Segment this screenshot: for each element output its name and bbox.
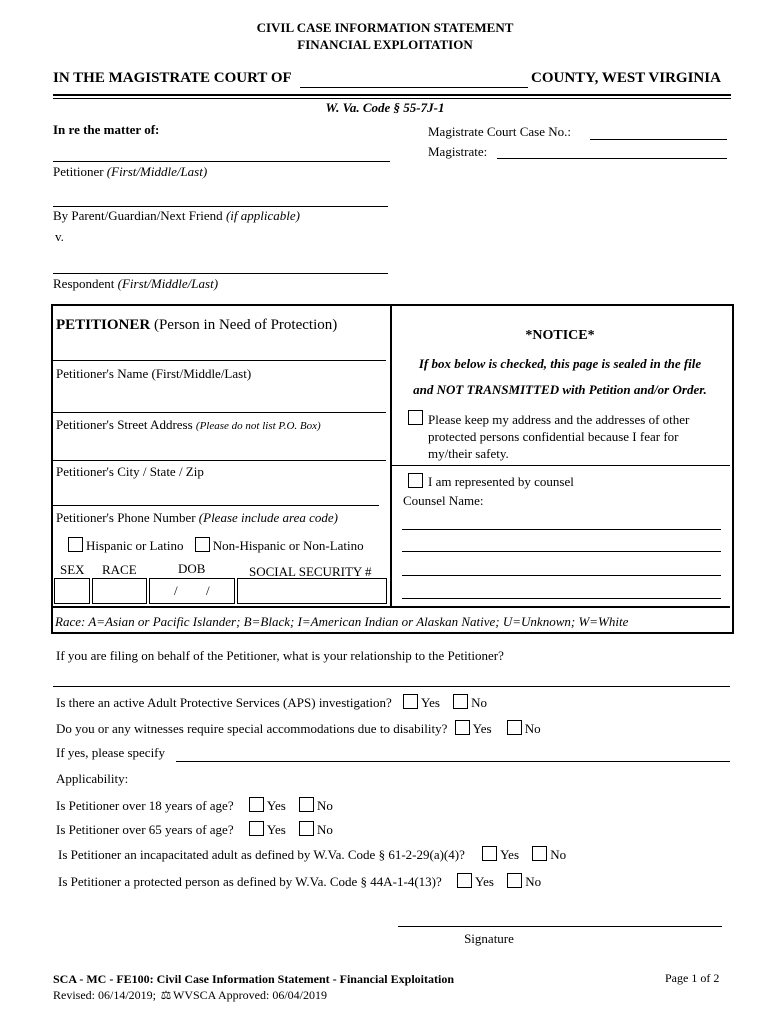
over18-no-checkbox[interactable] (299, 797, 314, 812)
ethnicity-options: Hispanic or Latino Non-Hispanic or Non-Latino (68, 537, 364, 554)
applicability-label: Applicability: (56, 771, 129, 786)
dob-field[interactable] (149, 578, 235, 604)
pet-city-line[interactable] (53, 460, 386, 461)
col-race: RACE (102, 562, 137, 577)
notice-line2: and NOT TRANSMITTED with Petition and/or Order. (413, 382, 707, 397)
col-sex: SEX (60, 562, 85, 577)
over65-question: Is Petitioner over 65 years of age? Yes No (56, 822, 333, 837)
over18-question: Is Petitioner over 18 years of age? Yes No (56, 798, 333, 813)
hispanic-checkbox[interactable] (68, 537, 83, 552)
box-divider (390, 306, 392, 607)
signature-field[interactable] (398, 926, 722, 927)
magistrate-field[interactable] (497, 158, 727, 159)
footer-form-title: SCA - MC - FE100: Civil Case Information Statement - Financial Exploitation (53, 972, 454, 986)
counsel-line-4[interactable] (402, 598, 721, 599)
aps-no-checkbox[interactable] (453, 694, 468, 709)
aps-yes-checkbox[interactable] (403, 694, 418, 709)
incapacitated-question: Is Petitioner an incapacitated adult as defined by W.Va. Code § 61-2-29(a)(4)? Yes No (58, 847, 567, 862)
accommodations-question: Do you or any witnesses require special accommodations due to disability? Yes No (56, 721, 541, 736)
counsel-line-2[interactable] (402, 551, 721, 552)
footer-revised: Revised: 06/14/2019; ⚖ WVSCA Approved: 06/04/2019 (53, 988, 328, 1002)
accom-no-checkbox[interactable] (507, 720, 522, 735)
ssn-field[interactable] (237, 578, 387, 604)
footer-page: Page 1 of 2 (665, 971, 720, 985)
non-hispanic-checkbox[interactable] (195, 537, 210, 552)
pet-address-line[interactable] (53, 412, 386, 413)
respondent-name-field[interactable] (53, 273, 388, 274)
counsel-check-label: I am represented by counsel (428, 474, 574, 489)
specify-label: If yes, please specify (56, 745, 166, 760)
race-key-rule (53, 606, 730, 608)
guardian-label: By Parent/Guardian/Next Friend (if applicable) (53, 208, 300, 223)
notice-title: *NOTICE* (525, 328, 595, 343)
over65-no-checkbox[interactable] (299, 821, 314, 836)
notice-separator (391, 465, 730, 466)
pet-phone-line[interactable] (53, 505, 379, 506)
court-prefix: IN THE MAGISTRATE COURT OF (53, 70, 292, 86)
scales-icon: ⚖ (160, 988, 172, 1002)
form-subtitle: FINANCIAL EXPLOITATION (297, 37, 473, 52)
pet-city-label: Petitioner's City / State / Zip (56, 464, 204, 479)
case-no-label: Magistrate Court Case No.: (428, 124, 571, 139)
pet-name-line[interactable] (53, 360, 386, 361)
sex-field[interactable] (54, 578, 90, 604)
notice-line1: If box below is checked, this page is sealed in the file (418, 356, 702, 371)
col-dob: DOB (178, 561, 206, 576)
col-ssn: SOCIAL SECURITY # (249, 564, 372, 579)
magistrate-label: Magistrate: (428, 144, 488, 159)
counsel-line-1[interactable] (402, 529, 721, 530)
relationship-question: If you are filing on behalf of the Petitioner, what is your relationship to the Petitioner? (56, 648, 504, 663)
race-field[interactable] (92, 578, 147, 604)
county-field[interactable] (300, 87, 528, 88)
incap-yes-checkbox[interactable] (482, 846, 497, 861)
court-suffix: COUNTY, WEST VIRGINIA (531, 70, 721, 86)
code-reference: W. Va. Code § 55-7J-1 (325, 100, 445, 115)
relationship-field[interactable] (53, 686, 730, 687)
counsel-checkbox[interactable] (408, 473, 423, 488)
header-rule-thin (53, 98, 731, 99)
petitioner-heading: PETITIONER (Person in Need of Protection) (56, 317, 338, 333)
over18-yes-checkbox[interactable] (249, 797, 264, 812)
prot-yes-checkbox[interactable] (457, 873, 472, 888)
header-rule-thick (53, 94, 731, 96)
aps-question: Is there an active Adult Protective Services (APS) investigation? Yes No (56, 695, 488, 710)
incap-no-checkbox[interactable] (532, 846, 547, 861)
matter-label: In re the matter of: (53, 122, 160, 137)
protected-question: Is Petitioner a protected person as defined by W.Va. Code § 44A-1-4(13)? Yes No (58, 874, 542, 889)
accom-yes-checkbox[interactable] (455, 720, 470, 735)
dob-sep-2: / (206, 583, 210, 598)
petitioner-caption-label: Petitioner (First/Middle/Last) (53, 164, 208, 179)
signature-label: Signature (464, 931, 514, 946)
specify-field[interactable] (176, 761, 730, 762)
race-key: Race: A=Asian or Pacific Islander; B=Black; I=American Indian or Alaskan Native; U=Unknown; W=White (55, 614, 629, 629)
form-title: CIVIL CASE INFORMATION STATEMENT (256, 20, 514, 35)
guardian-field[interactable] (53, 206, 388, 207)
confidential-text: Please keep my address and the addresses of other protected persons confidential because I fear for my/their safety. (428, 412, 690, 461)
versus-label: v. (55, 229, 64, 244)
dob-sep-1: / (174, 583, 178, 598)
counsel-line-3[interactable] (402, 575, 721, 576)
counsel-name-label: Counsel Name: (403, 493, 484, 508)
case-no-field[interactable] (590, 139, 727, 140)
petitioner-name-field[interactable] (53, 161, 390, 162)
confidential-checkbox[interactable] (408, 410, 423, 425)
respondent-label: Respondent (First/Middle/Last) (53, 276, 219, 291)
pet-name-label: Petitioner's Name (First/Middle/Last) (56, 366, 252, 381)
over65-yes-checkbox[interactable] (249, 821, 264, 836)
prot-no-checkbox[interactable] (507, 873, 522, 888)
pet-address-label: Petitioner's Street Address (Please do not list P.O. Box) (56, 417, 321, 432)
pet-phone-label: Petitioner's Phone Number (Please include area code) (56, 510, 339, 525)
